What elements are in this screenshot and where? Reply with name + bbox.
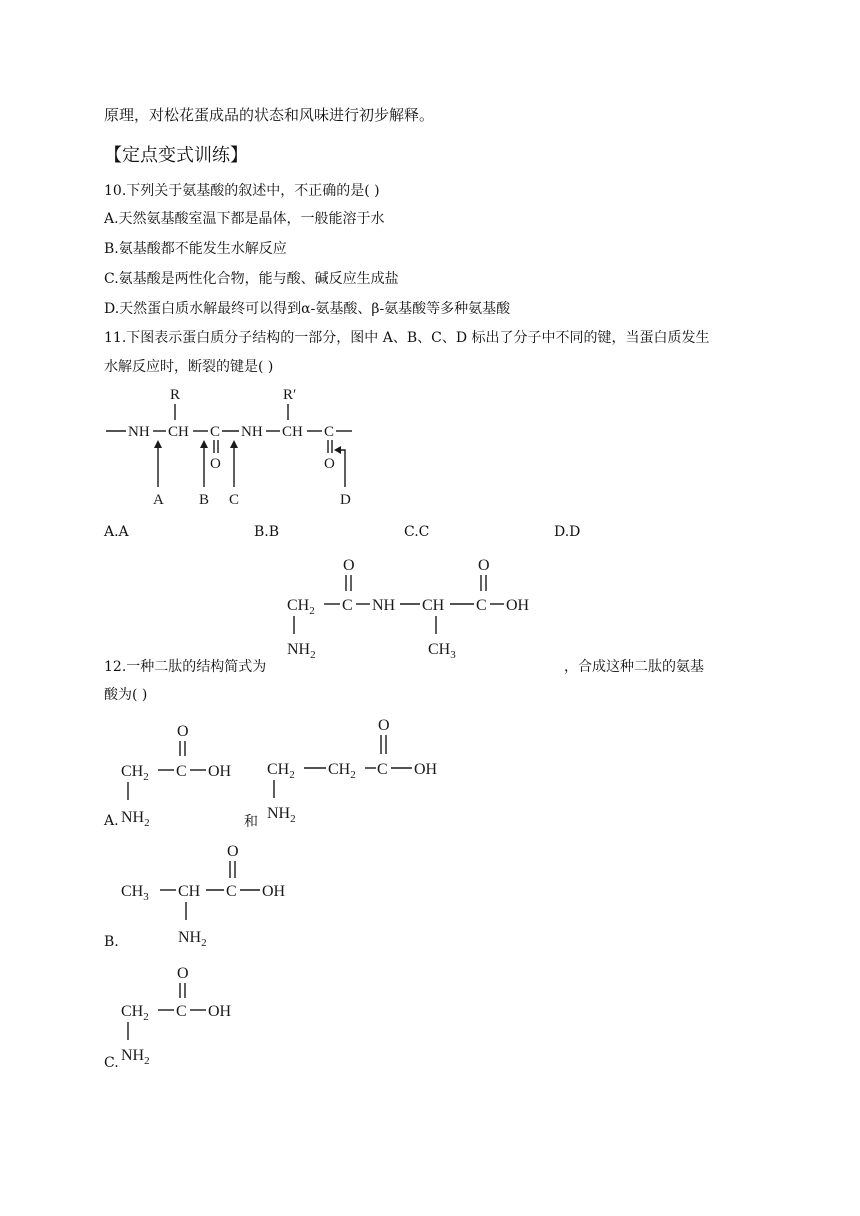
q10-stem: 10.下列关于氨基酸的叙述中，不正确的是( ) bbox=[104, 183, 380, 199]
dipeptide-oxygen-1: O bbox=[343, 557, 355, 574]
section-title: 【定点变式训练】 bbox=[104, 145, 248, 166]
option-a-beta-alanine bbox=[262, 710, 452, 825]
substituent-r: R bbox=[170, 387, 181, 403]
dipeptide-ch: CH bbox=[422, 597, 445, 614]
svg-text:CH: CH bbox=[178, 883, 201, 900]
q11-option-a[interactable]: A.A bbox=[104, 524, 129, 540]
svg-text:C: C bbox=[226, 883, 237, 900]
svg-text:NH2: $NH_2$ bbox=[121, 1047, 150, 1067]
q11-stem-line2: 水解反应时，断裂的键是( ) bbox=[104, 359, 274, 375]
svg-text:OH: OH bbox=[208, 1003, 232, 1020]
q12-option-b-label[interactable]: B. bbox=[104, 934, 119, 950]
arrow-label-a: A bbox=[153, 492, 164, 508]
q11-option-b[interactable]: B.B bbox=[254, 524, 280, 540]
oxygen-2: O bbox=[324, 456, 335, 472]
svg-text:CH3: $CH_3$ bbox=[121, 883, 149, 903]
q10-option-c[interactable]: C.氨基酸是两性化合物，能与酸、碱反应生成盐 bbox=[104, 271, 399, 287]
svg-text:O: O bbox=[177, 965, 189, 982]
dipeptide-ch3: $CH_3$ bbox=[428, 641, 456, 661]
dipeptide-nh2: $NH_2$ bbox=[287, 641, 316, 661]
option-b-alanine bbox=[116, 836, 316, 948]
svg-text:O: O bbox=[227, 843, 239, 860]
dipeptide-oh: OH bbox=[506, 597, 530, 614]
intro-line: 原理，对松花蛋成品的状态和风味进行初步解释。 bbox=[104, 106, 435, 124]
arrow-label-b: B bbox=[199, 492, 210, 508]
q12-option-a-label[interactable]: A. bbox=[104, 813, 119, 829]
arrow-label-c: C bbox=[229, 492, 240, 508]
q12-stem-after: ，合成这种二肽的氨基 bbox=[564, 659, 704, 675]
q12-stem-line2: 酸为( ) bbox=[104, 687, 148, 703]
chain-nh-2: NH bbox=[241, 424, 263, 440]
chain-nh-1: NH bbox=[128, 424, 150, 440]
peptide-bond-diagram bbox=[100, 382, 370, 512]
svg-text:OH: OH bbox=[262, 883, 286, 900]
q11-option-d[interactable]: D.D bbox=[554, 524, 581, 540]
chain-ch-1: CH bbox=[168, 424, 189, 440]
svg-text:NH2: $NH_2$ bbox=[267, 805, 296, 825]
q12-option-c-label[interactable]: C. bbox=[104, 1055, 119, 1071]
svg-text:NH2: $NH_2$ bbox=[121, 809, 150, 829]
svg-text:OH: OH bbox=[414, 761, 438, 778]
arrow-label-d: D bbox=[340, 492, 351, 508]
dipeptide-structure bbox=[282, 550, 552, 662]
option-a-glycine bbox=[116, 716, 256, 828]
svg-text:OH: OH bbox=[208, 763, 232, 780]
chain-c-2: C bbox=[324, 424, 335, 440]
oxygen-1: O bbox=[210, 456, 221, 472]
chain-c-1: C bbox=[210, 424, 221, 440]
q11-option-c[interactable]: C.C bbox=[404, 524, 430, 540]
dipeptide-c-1: C bbox=[342, 597, 353, 614]
dipeptide-c-2: C bbox=[476, 597, 487, 614]
chain-ch-2: CH bbox=[282, 424, 303, 440]
svg-text:C: C bbox=[377, 761, 388, 778]
svg-text:CH2: $CH_2$ bbox=[121, 763, 149, 783]
q12-stem-before: 12.一种二肽的结构简式为 bbox=[104, 659, 267, 675]
svg-text:C: C bbox=[176, 1003, 187, 1020]
svg-text:CH2: $CH_2$ bbox=[328, 761, 356, 781]
dipeptide-ch2: $CH_2$ bbox=[287, 597, 315, 617]
q12-option-a-joiner: 和 bbox=[244, 814, 258, 830]
svg-text:NH2: $NH_2$ bbox=[178, 929, 207, 949]
dipeptide-oxygen-2: O bbox=[478, 557, 490, 574]
q10-option-b[interactable]: B.氨基酸都不能发生水解反应 bbox=[104, 241, 287, 257]
svg-text:CH2: $CH_2$ bbox=[267, 761, 295, 781]
svg-text:O: O bbox=[378, 717, 390, 734]
svg-text:CH2: $CH_2$ bbox=[121, 1003, 149, 1023]
svg-text:C: C bbox=[176, 763, 187, 780]
substituent-r-prime: R′ bbox=[283, 387, 297, 403]
svg-text:O: O bbox=[177, 723, 189, 740]
q11-stem-line1: 11.下图表示蛋白质分子结构的一部分，图中 A、B、C、D 标出了分子中不同的键，当蛋白质发生 bbox=[104, 330, 710, 346]
option-c-glycine bbox=[116, 958, 256, 1070]
dipeptide-nh: NH bbox=[372, 597, 396, 614]
q10-option-a[interactable]: A.天然氨基酸室温下都是晶体，一般能溶于水 bbox=[104, 211, 385, 227]
q10-option-d[interactable]: D.天然蛋白质水解最终可以得到α-氨基酸、β-氨基酸等多种氨基酸 bbox=[104, 301, 511, 317]
